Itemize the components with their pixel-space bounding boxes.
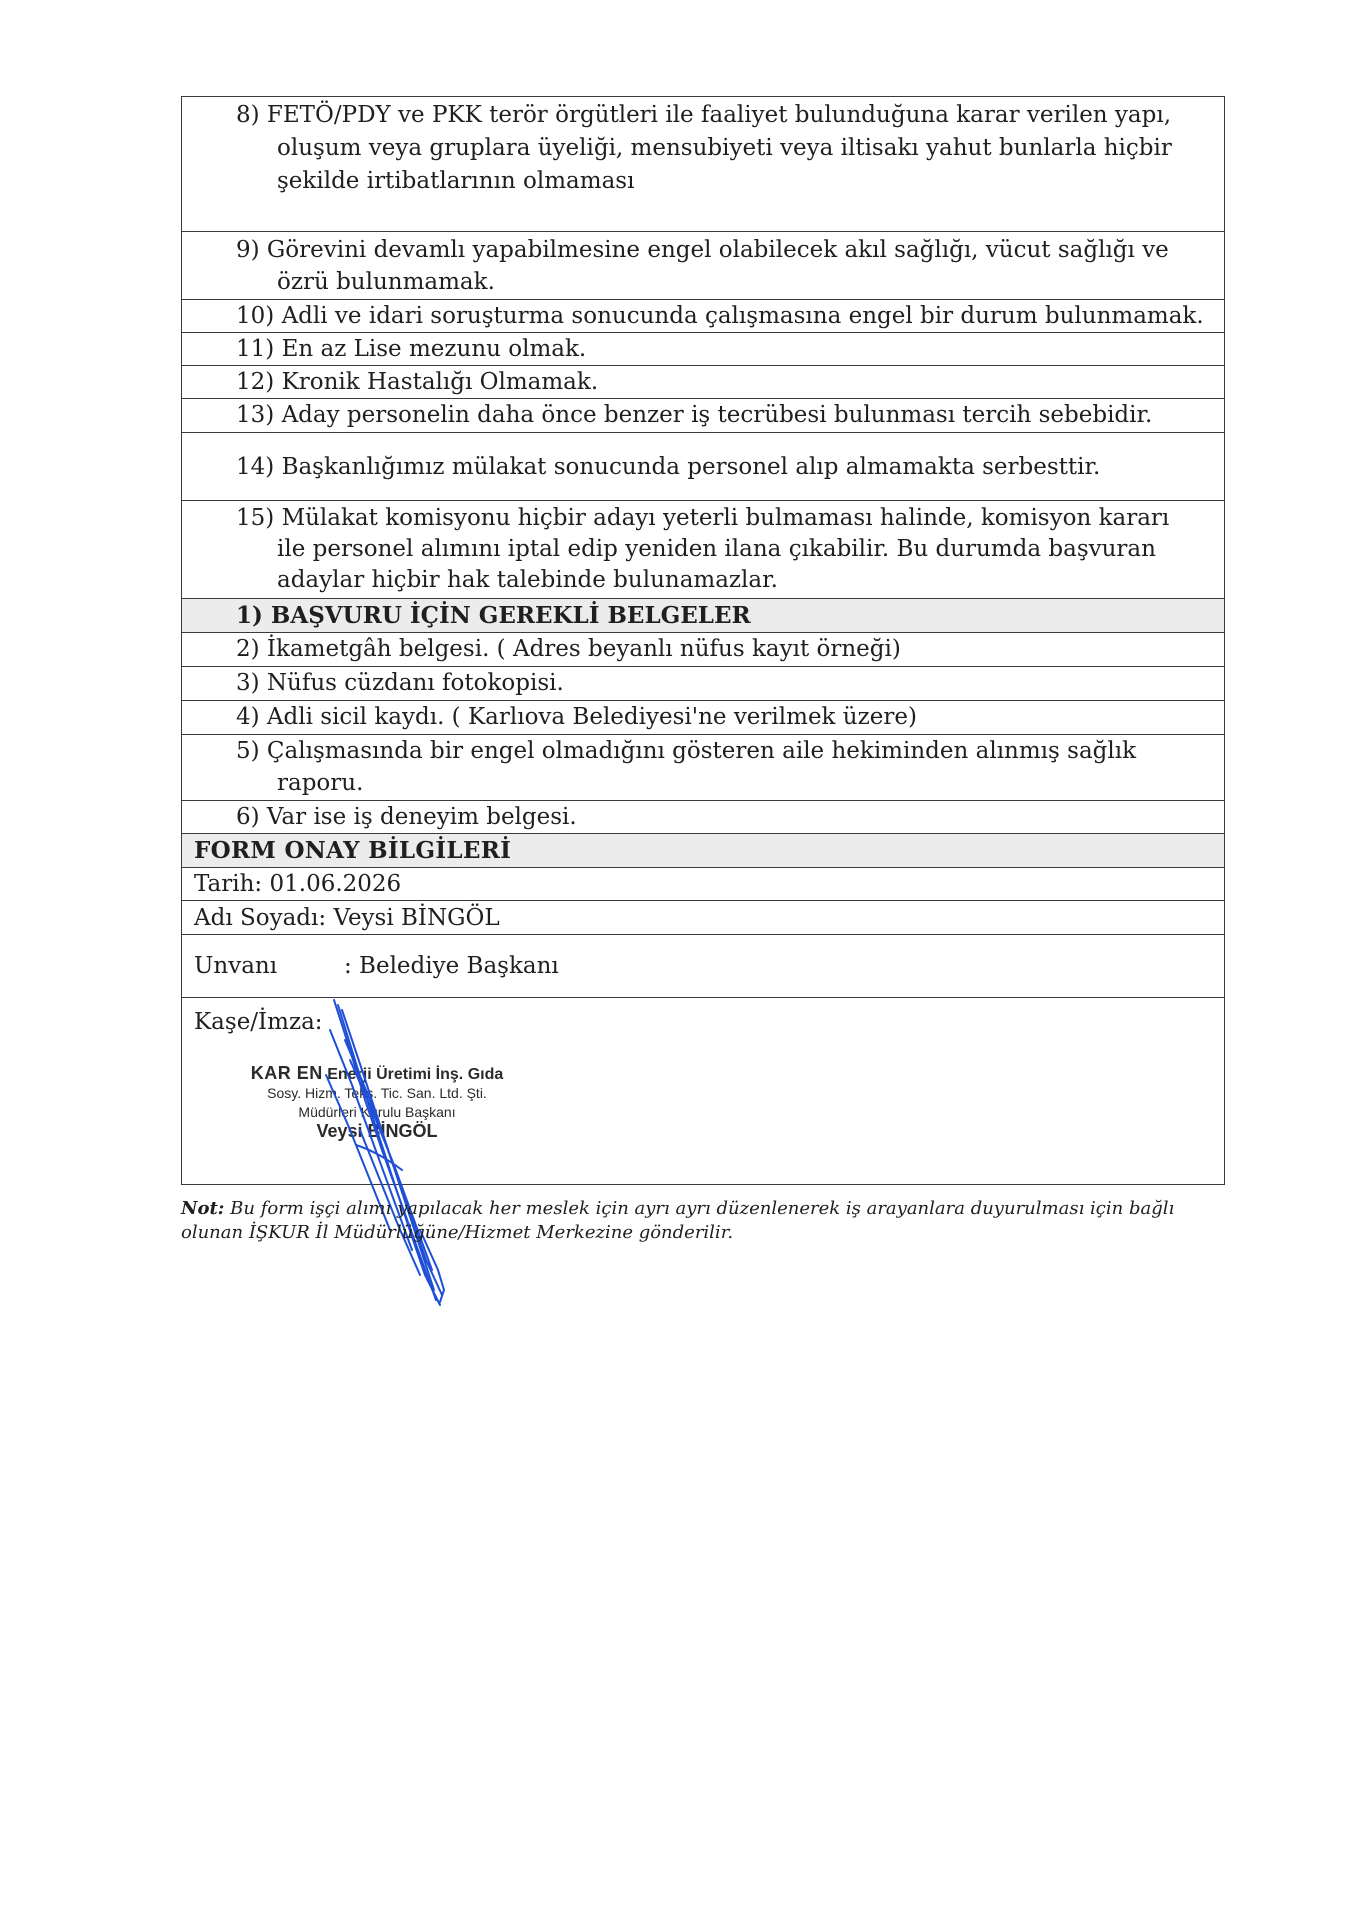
condition-text-cont: adaylar hiçbir hak talebinde bulunamazlar. xyxy=(277,567,778,593)
condition-text: Başkanlığımız mülakat sonucunda personel alıp almamakta serbesttir. xyxy=(281,454,1101,480)
stamp-line3: Müdürleri Kurulu Başkanı xyxy=(298,1104,456,1120)
document-number: 3) xyxy=(236,670,260,696)
document-number: 2) xyxy=(236,636,260,662)
document-text-cont: raporu. xyxy=(277,770,364,796)
footnote-text: Bu form işçi alımı yapılacak her meslek için ayrı ayrı düzenlenerek iş arayanlara duyurulması için bağlı olunan İŞKUR İl Müdürlüğüne/Hizmet Merkezine gönderilir. xyxy=(181,1198,1175,1243)
condition-text: Aday personelin daha önce benzer iş tecrübesi bulunması tercih sebebidir. xyxy=(281,402,1153,428)
condition-number: 9) xyxy=(236,237,260,263)
document-text: Çalışmasında bir engel olmadığını gösteren aile hekiminden alınmış sağlık xyxy=(266,738,1137,764)
document-number: 4) xyxy=(236,704,260,730)
footnote xyxy=(181,1197,1225,1245)
form-table xyxy=(181,96,1225,1185)
condition-number: 12) xyxy=(236,369,275,395)
condition-text: Mülakat komisyonu hiçbir adayı yeterli bulmaması halinde, komisyon kararı xyxy=(281,505,1170,531)
document-text: Var ise iş deneyim belgesi. xyxy=(266,804,577,830)
condition-text: Adli ve idari soruşturma sonucunda çalışmasına engel bir durum bulunmamak. xyxy=(281,303,1204,329)
documents-heading-text: BAŞVURU İÇİN GEREKLİ BELGELER xyxy=(270,602,751,629)
document-text: Nüfus cüzdanı fotokopisi. xyxy=(266,670,564,696)
stamp-line2: Sosy. Hizm. Teks. Tic. San. Ltd. Şti. xyxy=(267,1085,487,1101)
condition-item-10 xyxy=(182,300,1224,333)
document-item-3 xyxy=(182,667,1224,701)
condition-item-13 xyxy=(182,399,1224,433)
document-item-4 xyxy=(182,701,1224,735)
condition-text-cont: ile personel alımını iptal edip yeniden ilana çıkabilir. Bu durumda başvuran xyxy=(277,536,1156,562)
condition-item-8 xyxy=(182,97,1224,232)
condition-item-14 xyxy=(182,433,1224,501)
condition-text: Kronik Hastalığı Olmamak. xyxy=(281,369,599,395)
condition-item-11 xyxy=(182,333,1224,366)
document-item-6 xyxy=(182,801,1224,834)
document-item-2 xyxy=(182,633,1224,667)
footnote-label: Not: xyxy=(181,1198,225,1219)
stamp-line1: Enerji Üretimi İnş. Gıda xyxy=(327,1066,504,1083)
documents-heading xyxy=(182,599,1224,633)
condition-text-cont: şekilde irtibatlarının olmaması xyxy=(277,168,635,194)
documents-heading-number: 1) xyxy=(236,602,263,629)
condition-text-cont: özrü bulunmamak. xyxy=(277,269,495,295)
condition-item-15 xyxy=(182,501,1224,599)
condition-text: En az Lise mezunu olmak. xyxy=(281,336,587,362)
company-stamp xyxy=(242,1064,512,1141)
form-approval-heading: FORM ONAY BİLGİLERİ xyxy=(182,834,1224,868)
signature-label: Kaşe/İmza: xyxy=(194,1009,323,1035)
document-number: 5) xyxy=(236,738,260,764)
condition-number: 14) xyxy=(236,454,275,480)
condition-item-9 xyxy=(182,232,1224,300)
condition-text-cont: oluşum veya gruplara üyeliği, mensubiyeti veya iltisakı yahut bunlarla hiçbir xyxy=(277,135,1172,161)
document-text: Adli sicil kaydı. ( Karlıova Belediyesi'ne verilmek üzere) xyxy=(266,704,917,730)
document-item-5 xyxy=(182,735,1224,801)
stamp-company: KAR EN xyxy=(250,1063,323,1083)
form-date: Tarih: 01.06.2026 xyxy=(182,868,1224,901)
document-number: 6) xyxy=(236,804,260,830)
document-text: İkametgâh belgesi. ( Adres beyanlı nüfus kayıt örneği) xyxy=(266,636,901,662)
condition-number: 8) xyxy=(236,102,260,128)
condition-number: 15) xyxy=(236,505,275,531)
condition-text: FETÖ/PDY ve PKK terör örgütleri ile faaliyet bulunduğuna karar verilen yapı, xyxy=(266,102,1172,128)
signature-box xyxy=(182,998,1224,1184)
form-title-value: : Belediye Başkanı xyxy=(344,953,559,979)
condition-text: Görevini devamlı yapabilmesine engel olabilecek akıl sağlığı, vücut sağlığı ve xyxy=(266,237,1169,263)
form-name: Adı Soyadı: Veysi BİNGÖL xyxy=(182,901,1224,935)
stamp-line4: Veysi BİNGÖL xyxy=(316,1121,438,1141)
form-title-label: Unvanı xyxy=(194,953,278,979)
form-title-row xyxy=(182,935,1224,998)
condition-number: 11) xyxy=(236,336,275,362)
condition-item-12 xyxy=(182,366,1224,399)
condition-number: 13) xyxy=(236,402,275,428)
condition-number: 10) xyxy=(236,303,275,329)
